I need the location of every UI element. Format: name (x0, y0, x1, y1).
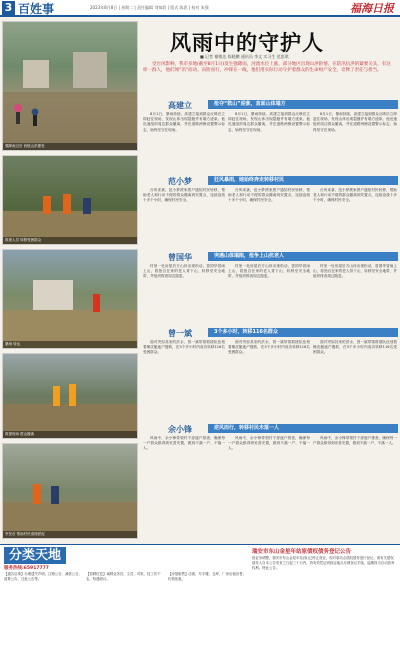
article-column (228, 112, 310, 172)
section-name-5: 余小锋 (168, 424, 192, 434)
transfer-scene-icon (3, 250, 138, 349)
section-title: 百姓事 (18, 2, 55, 16)
section-name-2: 范小梦 (168, 176, 192, 186)
flood-scene-icon (3, 22, 138, 151)
article-headline: 风雨中的守护人 (170, 30, 324, 55)
news-photo-flood (2, 21, 138, 151)
news-photo-evacuation (2, 353, 138, 439)
page-meta: 2023年8月8日 | 星期二 | 责任编辑 刘知韵 | 版式 陈思 | 校对 朱强 (90, 5, 209, 10)
article-column (143, 264, 225, 324)
section-text-5b: 风雨中，余小锋带领村干部逐户排查，确保每一户群众都得到妥善安置，做到不漏一户、不落一人。 (228, 436, 310, 451)
article-column (313, 264, 397, 324)
newspaper-masthead: 福海日报 (350, 2, 394, 15)
news-photo-cleanup (2, 443, 138, 539)
rescue-scene-icon (3, 156, 138, 245)
evacuation-scene-icon (3, 354, 138, 439)
photo-column (0, 19, 140, 536)
classified-column: 【招聘信息】诚聘业务员、文员、司机、技工若干名，待遇面议。 (86, 572, 161, 581)
photo-caption: 强降雨过后 西陵山洪暴发 (3, 143, 137, 150)
page-number: 3 (2, 1, 15, 15)
section-text-4: 面对突如其来的洪水，曾一斌带领救援队伍划着橡皮艇逐户搜救，在3个多小时内成功转移116名受困群众。 (143, 340, 225, 355)
article-byline: ■ 记者 谢敏达 陈晓鹏 通讯员 李文 实习生 范思琪 (200, 54, 289, 59)
section-text-1: 8月1日，暴雨持续，高建立接到群众反映后立即赶往现场，发现山体出现裂缝并有塌方迹象。他迅速组织周边群众撤离，并在道路两侧设置警示标志，始终坚守在现场。 (143, 112, 225, 132)
article-column (143, 340, 225, 420)
article-column (313, 112, 397, 172)
section-text-5: 风雨中，余小锋带领村干部逐户排查，确保每一户群众都得到妥善安置，做到不漏一户、不落一人。 (143, 436, 225, 451)
section-text-1c: 8月1日，暴雨持续，高建立接到群众反映后立即赶往现场，发现山体出现裂缝并有塌方迹象。他迅速组织周边群众撤离，并在道路两侧设置警示标志，始终坚守在现场。 (313, 112, 397, 132)
photo-caption: 救援人员 转移受困群众 (3, 237, 137, 244)
news-photo-rescue (2, 155, 138, 245)
article-column (143, 112, 225, 172)
article-column (228, 340, 310, 420)
section-text-2c: 台风来袭，范小梦挨家挨户通知村民转移，帮助老人和行动不便的群众撤离到安置点，连续奋战十多个小时，确保村民安全。 (313, 188, 397, 203)
notice-body: 因业务调整，瑞安市东山金星年站(原)已停止营业，现对原站点债权债务进行登记。请有关债权债务人自本公告发布之日起三十日内，持有效凭证到指定地点办理登记手续，逾期视为自动放弃权利。特此公告。 (252, 556, 395, 570)
section-tagline-5: 逆风而行，转移村民未落一人 (208, 424, 398, 433)
photo-caption: 暴雨 转运 (3, 341, 137, 348)
photo-caption: 救援现场 群众撤离 (3, 431, 137, 438)
section-tagline-2: 狂风暴雨，她始终奔走转移村民 (208, 176, 398, 185)
section-text-3c: 村里一处房屋后方山体出现松动，曾国华冒雨上山，将独自在家的老人背下山，转移至安全地带，并组织排查周边隐患。 (313, 264, 397, 279)
article-column (143, 188, 225, 248)
section-text-4c: 面对突如其来的洪水，曾一斌带领救援队伍划着橡皮艇逐户搜救，在3个多小时内成功转移116名受困群众。 (313, 340, 397, 355)
classified-column: 【通告启事】办理遗失声明、注销公告、减资公告、清算公告、迁址公告等。 (4, 572, 82, 581)
news-photo-transfer (2, 249, 138, 349)
notice-title: 瑞安市东山金星年站原债权债务登记公告 (252, 549, 352, 555)
article-column (143, 436, 225, 536)
section-tagline-3: 突遇山体塌陷，抢争上山抗老人 (208, 252, 398, 261)
photo-caption: 突发后 帮助村民清理淤泥 (3, 531, 137, 538)
article-column (228, 436, 310, 536)
article-column (228, 264, 310, 324)
section-name-4: 曾一斌 (168, 328, 192, 338)
section-name-3: 曾国华 (168, 252, 192, 262)
article-column (313, 188, 397, 248)
article-column (313, 436, 397, 536)
classified-column: 【房屋租售】店面、写字楼、仓库、厂房出租出售，价格优惠。 (168, 572, 246, 581)
classified-title: 分类天地 (4, 547, 66, 564)
classified-hotline: 服务热线:65917777 (4, 566, 49, 571)
section-text-3: 村里一处房屋后方山体出现松动，曾国华冒雨上山，将独自在家的老人背下山，转移至安全地带，并组织排查周边隐患。 (143, 264, 225, 279)
section-tagline-4: 3个多小时，转移116名群众 (208, 328, 398, 337)
section-text-5c: 风雨中，余小锋带领村干部逐户排查，确保每一户群众都得到妥善安置，做到不漏一户、不落一人。 (313, 436, 397, 446)
section-text-3b: 村里一处房屋后方山体出现松动，曾国华冒雨上山，将独自在家的老人背下山，转移至安全地带，并组织排查周边隐患。 (228, 264, 310, 279)
section-text-1b: 8月1日，暴雨持续，高建立接到群众反映后立即赶往现场，发现山体出现裂缝并有塌方迹象。他迅速组织周边群众撤离，并在道路两侧设置警示标志，始终坚守在现场。 (228, 112, 310, 132)
cleanup-scene-icon (3, 444, 138, 539)
section-text-2: 台风来袭，范小梦挨家挨户通知村民转移，帮助老人和行动不便的群众撤离到安置点，连续奋战十多个小时，确保村民安全。 (143, 188, 225, 203)
section-name-1: 高建立 (168, 100, 192, 110)
article-column (313, 340, 397, 420)
article-column (228, 188, 310, 248)
section-text-2b: 台风来袭，范小梦挨家挨户通知村民转移，帮助老人和行动不便的群众撤离到安置点，连续奋战十多个小时，确保村民安全。 (228, 188, 310, 203)
page-header (0, 0, 400, 17)
section-text-4b: 面对突如其来的洪水，曾一斌带领救援队伍划着橡皮艇逐户搜救，在3个多小时内成功转移116名受困群众。 (228, 340, 310, 355)
section-tagline-1: 抢夺“救山”迎象，直面山体塌方 (208, 100, 398, 109)
article-intro: 受台风影响，我市多地(截至8月1日)发生强降雨，河流水位上涨，部分地区出现山洪险情。在防汛抗洪的紧要关头，有这样一群人，他们闻“汛”而动、向险而行，冲锋在一线，他们用实际行动守护着群众的生命财产安全，诠释了责任与担当。 (143, 62, 391, 74)
